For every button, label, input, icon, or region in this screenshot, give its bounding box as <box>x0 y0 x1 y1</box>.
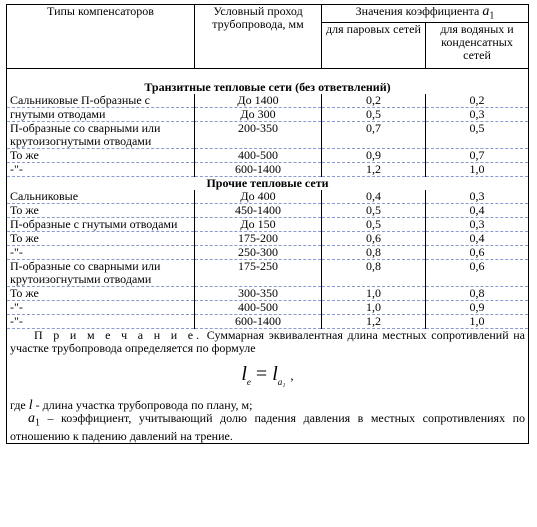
header-col-steam: для паровых сетей <box>322 23 426 69</box>
row-type: гнутыми отводами <box>7 108 195 122</box>
row-water: 1,0 <box>426 163 529 177</box>
row-diameter: 400-500 <box>195 301 322 315</box>
row-steam: 1,0 <box>322 301 426 315</box>
row-water: 0,4 <box>426 232 529 246</box>
row-water: 0,2 <box>426 94 529 108</box>
row-type: П-образные со сварными или крутоизогнутыми отводами <box>7 260 195 287</box>
row-water: 0,4 <box>426 204 529 218</box>
row-diameter: До 150 <box>195 218 322 232</box>
row-steam: 0,5 <box>322 108 426 122</box>
row-diameter: До 1400 <box>195 94 322 108</box>
row-diameter: До 400 <box>195 190 322 204</box>
row-steam: 0,6 <box>322 232 426 246</box>
section-title-other: Прочие тепловые сети <box>7 177 529 191</box>
note-text: Суммарная эквивалентная длина местных сопротивлений на участке трубопровода определяется по формуле <box>10 328 526 356</box>
row-steam: 0,8 <box>322 260 426 287</box>
row-steam: 1,2 <box>322 315 426 329</box>
row-water: 0,8 <box>426 287 529 301</box>
row-water: 0,3 <box>426 108 529 122</box>
row-diameter: 300-350 <box>195 287 322 301</box>
row-steam: 0,5 <box>322 218 426 232</box>
row-type: П-образные с гнутыми отводами <box>7 218 195 232</box>
row-water: 0,5 <box>426 122 529 149</box>
note-block: П р и м е ч а н и е. Суммарная эквивалентная длина местных сопротивлений на участке трубопровода определяется по формуле $l_e = l_{a_1}$ , где l - длина участка трубопровода по плану, м; $a_1$ – коэффициент, учитывающий долю падения давления в местных сопротивлениях по отношению к падению давлений на трение. <box>7 329 529 443</box>
header-col-diameter: Условный проход трубопровода, мм <box>195 5 322 69</box>
row-type: Сальниковые <box>7 190 195 204</box>
row-water: 0,9 <box>426 301 529 315</box>
row-type: -"- <box>7 301 195 315</box>
row-diameter: До 300 <box>195 108 322 122</box>
row-type: Сальниковые П-образные с <box>7 94 195 108</box>
row-diameter: 175-200 <box>195 232 322 246</box>
formula: $l_e = l_{a_1}$ , <box>241 363 294 388</box>
row-type: -"- <box>7 246 195 260</box>
row-type: То же <box>7 149 195 163</box>
row-type: -"- <box>7 163 195 177</box>
row-diameter: 400-500 <box>195 149 322 163</box>
note-label: П р и м е ч а н и е. <box>34 328 203 343</box>
where-a-text: – коэффициент, учитывающий долю падения давления в местных сопротивлениях по отношению к падению давлений на трение. <box>10 411 526 443</box>
section-title-transit: Транзитные тепловые сети (без ответвлений) <box>7 81 529 94</box>
row-steam: 1,2 <box>322 163 426 177</box>
row-steam: 0,5 <box>322 204 426 218</box>
row-diameter: 600-1400 <box>195 163 322 177</box>
header-col-coef: Значения коэффициента $a_1$ <box>322 5 529 23</box>
row-type: То же <box>7 287 195 301</box>
row-diameter: 250-300 <box>195 246 322 260</box>
header-col-types: Типы компенсаторов <box>7 5 195 69</box>
row-steam: 0,2 <box>322 94 426 108</box>
row-steam: 0,8 <box>322 246 426 260</box>
row-water: 0,6 <box>426 260 529 287</box>
row-water: 0,7 <box>426 149 529 163</box>
row-diameter: 600-1400 <box>195 315 322 329</box>
row-diameter: 175-250 <box>195 260 322 287</box>
row-diameter: 200-350 <box>195 122 322 149</box>
row-type: То же <box>7 232 195 246</box>
row-water: 0,3 <box>426 190 529 204</box>
row-steam: 1,0 <box>322 287 426 301</box>
row-water: 1,0 <box>426 315 529 329</box>
row-type: П-образные со сварными или крутоизогнутыми отводами <box>7 122 195 149</box>
row-type: То же <box>7 204 195 218</box>
row-steam: 0,4 <box>322 190 426 204</box>
row-steam: 0,9 <box>322 149 426 163</box>
row-water: 0,6 <box>426 246 529 260</box>
row-water: 0,3 <box>426 218 529 232</box>
header-col-water: для водяных и конденсатных сетей <box>426 23 529 69</box>
row-diameter: 450-1400 <box>195 204 322 218</box>
coefficient-table <box>6 4 529 444</box>
where-l-text: - длина участка трубопровода по плану, м; <box>35 398 253 413</box>
row-type: -"- <box>7 315 195 329</box>
row-steam: 0,7 <box>322 122 426 149</box>
